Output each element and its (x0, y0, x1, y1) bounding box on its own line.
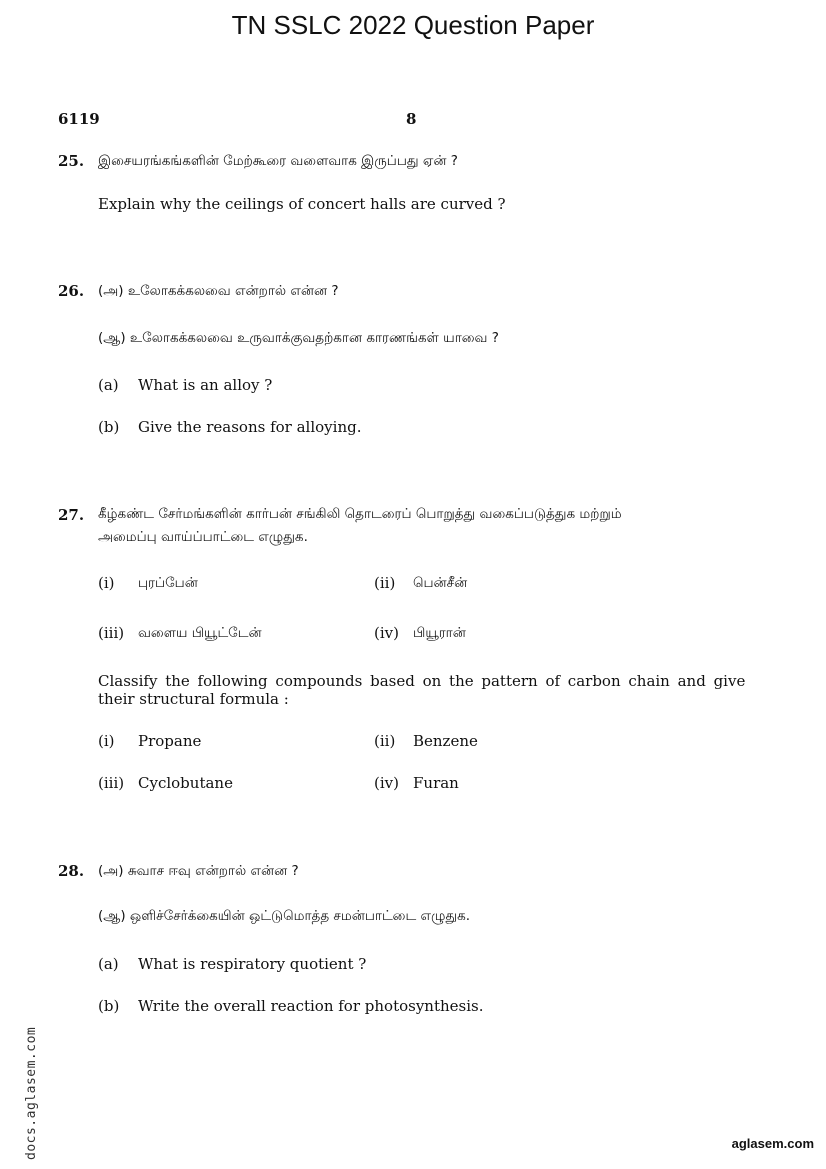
q27-tamil-item-label: (iii) (98, 624, 125, 642)
question-number-27: 27. (58, 506, 85, 524)
q27-tamil-line-1: கீழ்கண்ட சேர்மங்களின் கார்பன் சங்கிலி தொடரைப் பொறுத்து வகைப்படுத்துக மற்றும் (98, 506, 622, 522)
q27-tamil-item-label: (ii) (374, 574, 396, 592)
q26-english-part-b: Give the reasons for alloying. (138, 418, 362, 436)
q27-english-item-text: Cyclobutane (138, 774, 233, 792)
q27-tamil-item-label: (iv) (374, 624, 399, 642)
q27-english-line-1: Classify the following compounds based on the pattern of carbon chain and give (98, 672, 746, 690)
question-number-26: 26. (58, 282, 85, 300)
q25-english-text: Explain why the ceilings of concert halls are curved ? (98, 195, 506, 213)
q27-tamil-item-text: வளைய பியூட்டேன் (138, 625, 262, 641)
question-number-25: 25. (58, 152, 85, 170)
q27-english-item-label: (iv) (374, 774, 399, 792)
q27-english-item-label: (iii) (98, 774, 125, 792)
q27-tamil-item-text: பியூரான் (413, 625, 466, 641)
q28-tamil-part-a: (அ) சுவாச ஈவு என்றால் என்ன ? (98, 863, 299, 879)
q27-english-item-text: Furan (413, 774, 459, 792)
q26-tamil-part-b: (ஆ) உலோகக்கலவை உருவாக்குவதற்கான காரணங்கள் யாவை ? (98, 330, 499, 346)
page-banner-title: TN SSLC 2022 Question Paper (231, 10, 595, 40)
q27-english-line-2: their structural formula : (98, 690, 289, 708)
q28-tamil-part-b: (ஆ) ஒளிச்சேர்க்கையின் ஒட்டுமொத்த சமன்பாட்டை எழுதுக. (98, 908, 471, 924)
q27-english-item-label: (ii) (374, 732, 396, 750)
q26-tamil-part-a: (அ) உலோகக்கலவை என்றால் என்ன ? (98, 283, 339, 299)
footer-site-link[interactable]: aglasem.com (731, 1136, 814, 1151)
q28-english-part-b: Write the overall reaction for photosynthesis. (138, 997, 484, 1015)
q27-tamil-item-text: பென்சீன் (413, 575, 468, 591)
q28-label-a: (a) (98, 955, 119, 973)
q27-tamil-item-text: புரப்பேன் (138, 575, 198, 591)
q28-label-b: (b) (98, 997, 120, 1015)
side-watermark: docs.aglasem.com (24, 1026, 39, 1160)
q28-english-part-a: What is respiratory quotient ? (138, 955, 367, 973)
q27-english-item-label: (i) (98, 732, 115, 750)
q26-label-b: (b) (98, 418, 120, 436)
q27-english-item-text: Benzene (413, 732, 478, 750)
q27-tamil-line-2: அமைப்பு வாய்ப்பாட்டை எழுதுக. (98, 529, 308, 545)
page-number: 8 (406, 110, 417, 128)
q25-tamil-text: இசையரங்கங்களின் மேற்கூரை வளைவாக இருப்பது ஏன் ? (98, 153, 458, 169)
paper-code: 6119 (58, 110, 100, 128)
q27-tamil-item-label: (i) (98, 574, 115, 592)
question-number-28: 28. (58, 862, 85, 880)
q27-english-item-text: Propane (138, 732, 202, 750)
q26-english-part-a: What is an alloy ? (138, 376, 273, 394)
q26-label-a: (a) (98, 376, 119, 394)
